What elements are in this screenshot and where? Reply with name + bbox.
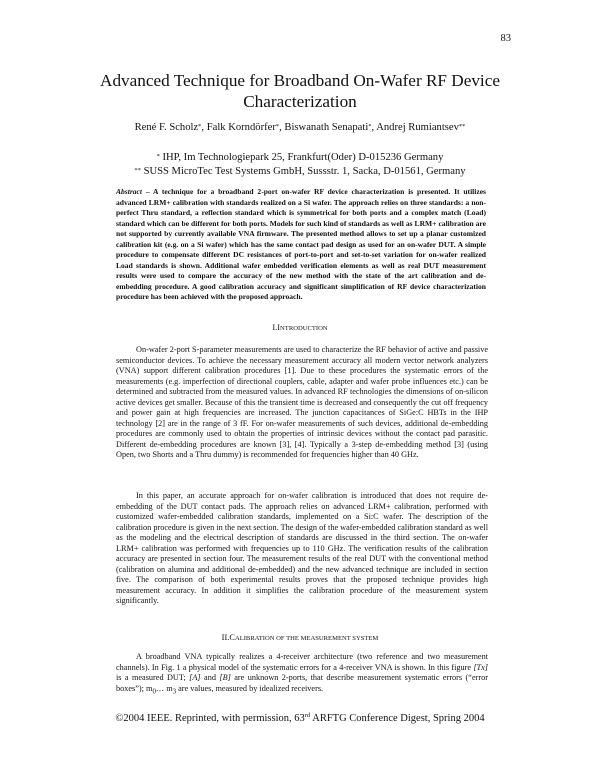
calibration-paragraph-1 (116, 652, 488, 698)
section-2-number: II. (221, 633, 230, 642)
author-4-mark: ** (458, 123, 466, 130)
abstract (116, 187, 486, 303)
section-1-rest: NTRODUCTION (280, 325, 328, 332)
author-sep: , (279, 122, 285, 133)
author-sep: , (371, 122, 377, 133)
affiliation-1 (40, 151, 560, 164)
affiliation-1-text: IHP, Im Technologiepark 25, Frankfurt(Oder) D-015236 Germany (159, 152, 444, 163)
intro-p1-text: On-wafer 2-port S-parameter measurements are used to characterize the RF behavior of active and passive semiconductor devices. To achieve the necessary measurement accuracy all modern vector network analyzers (VNA) support different calibration procedures [1]. Due to these procedures the systematic errors of the measurements (e.g. imperfection of directional couplers, cable, adapter and wafer probe influences etc.) can be determined and subtracted from the measured values. In advanced RF technologies the dimensions of on-silicon active devices get smaller. Because of this the transient time is decreased and consequently the cut off frequency and power gain at high frequencies are increased. The junction capacitances of SiGe:C HBTs in the IHP technology [2] are in the range of 3 fF. For on-wafer measurements of such devices, additional de-embedding procedures are commonly used to obtain the properties of intrinsic devices without the contact pad parasitic. Different de-embedding procedures are known [3], [4]. Typically a 3-step de-embedding method [3] (using Open, two Shorts and a Thru dummy) is recommended for frequencies higher than 40 GHz. (116, 345, 488, 459)
intro-paragraph-2 (116, 491, 488, 607)
cal-b-symbol: [B] (219, 673, 231, 682)
section-1-number: I. (272, 323, 278, 332)
paper-title (60, 70, 540, 112)
cal-text-1: A broadband VNA typically realizes a 4-receiver architecture (two reference and two measurement channels). In Fig. 1 a physical model of the systematic errors for a 4-receiver VNA is shown. In this figure (116, 652, 488, 672)
cal-text-6: are values, measured by idealized receivers. (176, 683, 324, 693)
footer-text-1: ©2004 IEEE. Reprinted, with permission, 63 (115, 713, 305, 724)
author-2: Falk Korndörfer (206, 122, 276, 133)
footer-text-2: ARFTG Conference Digest, Spring 2004 (310, 713, 485, 724)
section-heading-introduction (40, 323, 560, 332)
cal-sub-0: 0 (152, 688, 156, 696)
author-3: Biswanath Senapati (284, 122, 369, 133)
author-4: Andrej Rumiantsev (376, 122, 459, 133)
cal-tx-symbol: [Tx] (473, 662, 488, 672)
title-line-2: Characterization (243, 92, 357, 111)
section-2-rest: ALIBRATION OF THE MEASUREMENT SYSTEM (234, 635, 379, 642)
cal-text-3: and (200, 673, 220, 682)
affiliation-1-mark: * (156, 153, 160, 160)
cal-text-5: … m (155, 683, 173, 693)
affiliation-2 (40, 165, 560, 178)
author-list (40, 121, 560, 134)
author-sep: , (201, 122, 207, 133)
affiliation-2-mark: ** (134, 167, 141, 174)
abstract-text: – A technique for a broadband 2-port on-wafer RF device characterization is presented. It utilizes advanced LRM+ calibration with standards realized on a Si wafer. The approach relies on three standards: a non-perfect Thru standard, a reflection standard which is symmetrical for both ports and a complex match (Load) standard which can be different for both ports. Models for such kind of standards as well as LRM+ calibration are not supported by currently available VNA firmware. The presented method allows to set up a planar customized calibration kit (e.g. on a Si wafer) which has the same contact pad design as used for an on-wafer DUT. A simple procedure to compensate different DC resistances of port-to-port and set-to-set variation for on-wafer realized Load standards is shown. Additional wafer embedded verification elements as well as real DUT measurement results were used to compare the accuracy of the new method with the state of the art calibration and de-embedding procedure. A good calibration accuracy and significant simplification of RF device characterization procedure has been achieved with the proposed approach. (116, 187, 486, 302)
section-2-first-letter: C (229, 633, 235, 642)
author-1-mark: * (198, 123, 202, 130)
author-2-mark: * (275, 123, 280, 130)
cal-sub-3: 3 (172, 688, 177, 696)
title-line-1: Advanced Technique for Broadband On-Wafer RF Device (100, 71, 500, 90)
abstract-label: Abstract (116, 187, 142, 196)
section-heading-calibration (40, 633, 560, 642)
author-1: René F. Scholz (134, 122, 199, 133)
intro-paragraph-1 (116, 345, 488, 461)
cal-text-2: is a measured DUT; (116, 673, 190, 682)
affiliation-2-text: SUSS MicroTec Test Systems GmbH, Sussstr. 1, Sacka, D-01561, Germany (140, 166, 466, 177)
cal-a-symbol: [A] (189, 673, 201, 682)
intro-p2-text: In this paper, an accurate approach for on-wafer calibration is introduced that does not require de-embedding of the DUT contact pads. The approach relies on advanced LRM+ calibration, performed with customized wafer-embedded calibration standards, implemented on a Si:C wafer. The description of the calibration procedure is given in the next section. The design of the wafer-embedded calibration standard as well as the modeling and the electrical description of standards are discussed in the third section. The on-wafer LRM+ calibration was performed with frequencies up to 110 GHz. The verification results of the calibration accuracy are presented in section four. The measurement results of the real DUT with the conventional method (calibration on alumina and additional de-embedded) and the new advanced technique are included in section five. The comparison of both experimental results proves that the proposed technique provides high measurement accuracy. In addition it simplifies the calibration procedure of the measurement system significantly. (116, 491, 488, 605)
cal-text-4: are unknown 2-ports, that describe measurement systematic errors (“error boxes”); m (116, 673, 488, 693)
footer-sup: rd (304, 712, 311, 719)
cal-p1-text (116, 652, 488, 698)
copyright-footer (40, 713, 560, 724)
page-number: 83 (500, 33, 511, 44)
section-1-first-letter: I (277, 323, 281, 332)
author-3-mark: * (368, 123, 372, 130)
